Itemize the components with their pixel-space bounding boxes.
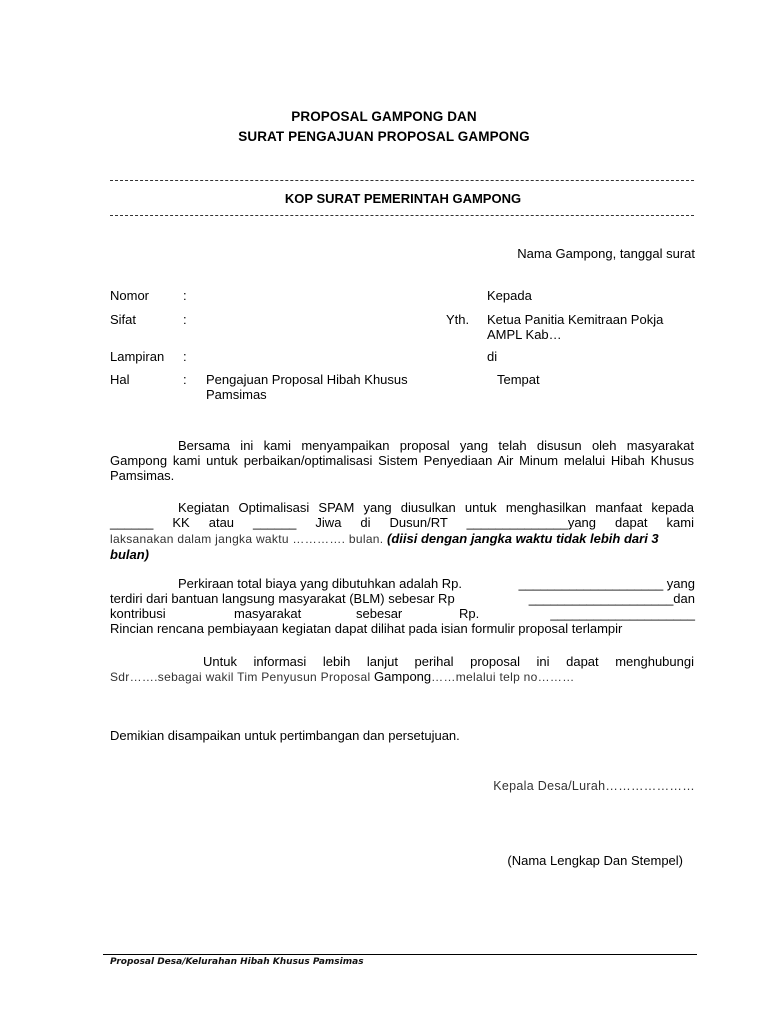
- sifat-label: Sifat: [110, 312, 137, 327]
- cost-contribution-rp: Rp.: [459, 606, 480, 621]
- footer-text: Proposal Desa/Kelurahan Hibah Khusus Pamsimas: [110, 957, 364, 967]
- hal-value-line2: Pamsimas: [206, 387, 267, 402]
- cost-contribution-blank: ____________________: [550, 606, 695, 621]
- duration-text: laksanakan dalam jangka waktu …………. bulan.: [110, 532, 384, 546]
- hal-label: Hal: [110, 372, 130, 387]
- cost-contribution-word2: masyarakat: [234, 606, 302, 621]
- recipient-line1: Ketua Panitia Kemitraan Pokja: [487, 312, 664, 327]
- paragraph-activity-duration: [110, 531, 700, 562]
- cost-total-text: Perkiraan total biaya yang dibutuhkan adalah Rp.: [178, 576, 463, 591]
- divider-bottom: [110, 215, 694, 216]
- document-title-line1: PROPOSAL GAMPONG DAN: [291, 109, 477, 124]
- contact-telp: ……melalui telp no………: [431, 670, 575, 684]
- recipient-line2: AMPL Kab…: [487, 327, 562, 342]
- paragraph-activity: Kegiatan Optimalisasi SPAM yang diusulkan untuk menghasilkan manfaat kepada ______ KK atau ______ Jiwa di Dusun/RT ______________yang dapat kami: [110, 500, 694, 530]
- yth-label: Yth.: [446, 312, 470, 327]
- contact-sdr: Sdr…….sebagai wakil Tim Penyusun Proposal: [110, 670, 371, 684]
- divider-top: [110, 180, 694, 181]
- signature-title: Kepala Desa/Lurah…………………: [493, 779, 695, 793]
- contact-info-line2: [110, 669, 575, 685]
- di-label: di: [487, 349, 498, 364]
- cost-detail-note: Rincian rencana pembiayaan kegiatan dapat dilihat pada isian formulir proposal terlampir: [110, 621, 623, 636]
- cost-contribution-word3: sebesar: [356, 606, 403, 621]
- document-title-line2: SURAT PENGAJUAN PROPOSAL GAMPONG: [238, 129, 530, 144]
- tempat-label: Tempat: [497, 372, 540, 387]
- footer-divider: [103, 954, 697, 955]
- nomor-colon: :: [183, 288, 187, 303]
- cost-blm-text: terdiri dari bantuan langsung masyarakat (BLM) sebesar Rp: [110, 591, 455, 606]
- nomor-label: Nomor: [110, 288, 150, 303]
- contact-gampong: Gampong: [374, 669, 432, 684]
- date-line: Nama Gampong, tanggal surat: [517, 246, 695, 261]
- cost-blm-blank: ____________________dan: [528, 591, 695, 606]
- letterhead-placeholder: KOP SURAT PEMERINTAH GAMPONG: [284, 191, 522, 206]
- hal-value-line1: Pengajuan Proposal Hibah Khusus: [206, 372, 408, 387]
- hal-colon: :: [183, 372, 187, 387]
- closing-statement: Demikian disampaikan untuk pertimbangan dan persetujuan.: [110, 728, 460, 743]
- cost-total-blank: ____________________ yang: [518, 576, 695, 591]
- cost-contribution-word1: kontribusi: [110, 606, 166, 621]
- lampiran-label: Lampiran: [110, 349, 165, 364]
- signature-name: (Nama Lengkap Dan Stempel): [507, 853, 683, 868]
- kepada-label: Kepada: [487, 288, 532, 303]
- duration-note: (diisi dengan jangka waktu tidak lebih dari 3 bulan): [110, 531, 659, 562]
- paragraph-intro: Bersama ini kami menyampaikan proposal yang telah disusun oleh masyarakat Gampong kami untuk perbaikan/optimalisasi Sistem Penyediaan Air Minum melalui Hibah Khusus Pamsimas.: [110, 438, 694, 483]
- contact-info-line1: Untuk informasi lebih lanjut perihal proposal ini dapat menghubungi: [203, 654, 694, 669]
- sifat-colon: :: [183, 312, 187, 327]
- lampiran-colon: :: [183, 349, 187, 364]
